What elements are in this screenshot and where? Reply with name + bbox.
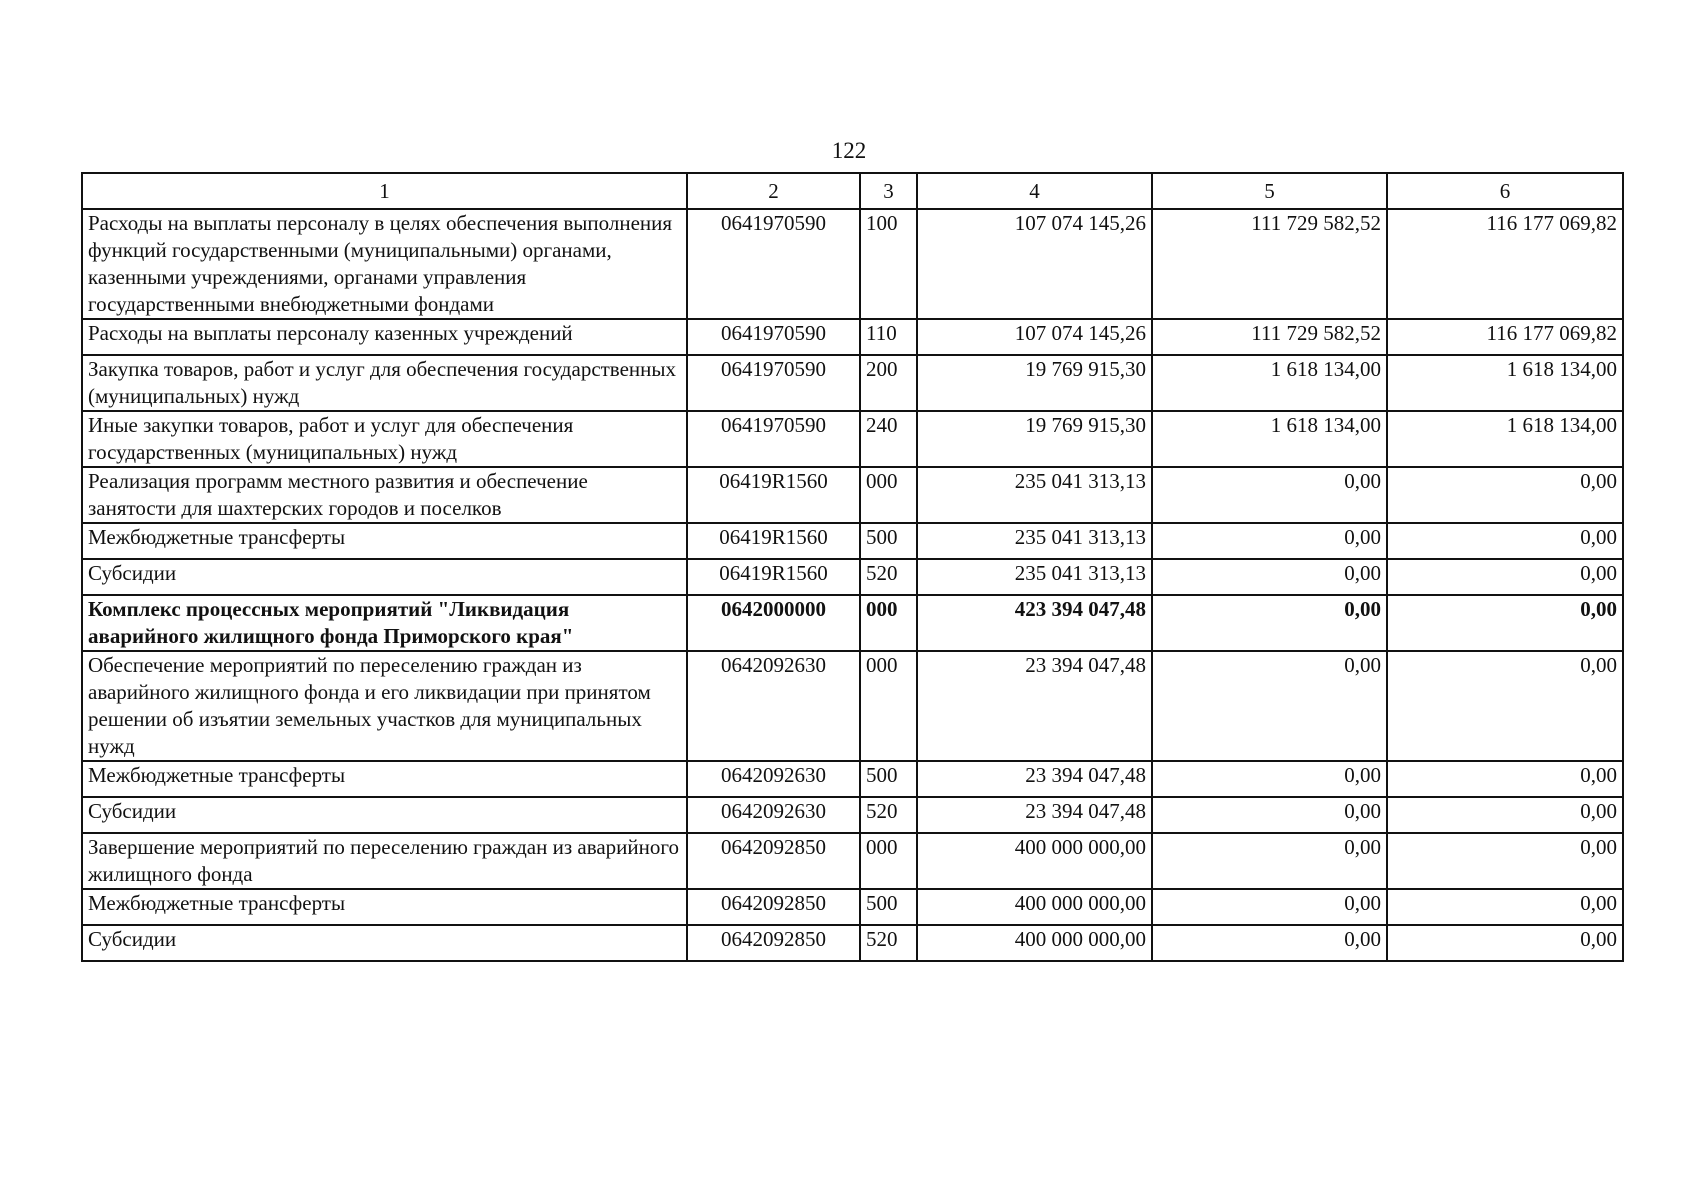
row-value-col6-cell: 0,00 (1387, 467, 1623, 523)
header-col-2: 2 (687, 173, 860, 209)
row-name-cell: Закупка товаров, работ и услуг для обеспечения государственных (муниципальных) нужд (82, 355, 687, 411)
row-code-cell: 0642092630 (687, 651, 860, 761)
row-value-col5-cell: 0,00 (1152, 833, 1387, 889)
header-col-4: 4 (917, 173, 1152, 209)
table-row (82, 797, 1623, 833)
row-value-col6-cell: 0,00 (1387, 595, 1623, 651)
row-value-col5-cell: 0,00 (1152, 797, 1387, 833)
row-value-col4-cell: 235 041 313,13 (917, 467, 1152, 523)
row-expense-type-cell: 240 (860, 411, 917, 467)
row-expense-type-cell: 500 (860, 889, 917, 925)
header-row (82, 173, 1623, 209)
table-row (82, 559, 1623, 595)
row-value-col4-cell: 23 394 047,48 (917, 797, 1152, 833)
row-expense-type-cell: 110 (860, 319, 917, 355)
row-code-cell: 0641970590 (687, 411, 860, 467)
row-expense-type-cell: 100 (860, 209, 917, 319)
row-value-col5-cell: 0,00 (1152, 889, 1387, 925)
row-value-col4-cell: 107 074 145,26 (917, 209, 1152, 319)
row-code-cell: 0642092850 (687, 889, 860, 925)
row-value-col6-cell: 0,00 (1387, 833, 1623, 889)
row-value-col6-cell: 0,00 (1387, 797, 1623, 833)
header-col-5: 5 (1152, 173, 1387, 209)
row-name-cell: Субсидии (82, 925, 687, 961)
row-expense-type-cell: 520 (860, 797, 917, 833)
table-row (82, 925, 1623, 961)
row-value-col5-cell: 0,00 (1152, 467, 1387, 523)
row-value-col4-cell: 19 769 915,30 (917, 355, 1152, 411)
row-name-cell: Расходы на выплаты персоналу казенных учреждений (82, 319, 687, 355)
row-expense-type-cell: 000 (860, 467, 917, 523)
row-expense-type-cell: 520 (860, 925, 917, 961)
page-number: 122 (831, 138, 867, 163)
row-expense-type-cell: 520 (860, 559, 917, 595)
row-value-col4-cell: 107 074 145,26 (917, 319, 1152, 355)
row-code-cell: 06419R1560 (687, 467, 860, 523)
row-code-cell: 0641970590 (687, 209, 860, 319)
row-value-col4-cell: 400 000 000,00 (917, 889, 1152, 925)
row-value-col6-cell: 0,00 (1387, 559, 1623, 595)
row-value-col4-cell: 23 394 047,48 (917, 651, 1152, 761)
row-value-col6-cell: 0,00 (1387, 889, 1623, 925)
row-value-col6-cell: 1 618 134,00 (1387, 411, 1623, 467)
row-value-col6-cell: 116 177 069,82 (1387, 209, 1623, 319)
row-value-col5-cell: 1 618 134,00 (1152, 411, 1387, 467)
row-code-cell: 06419R1560 (687, 523, 860, 559)
table-row (82, 889, 1623, 925)
row-name-cell: Межбюджетные трансферты (82, 523, 687, 559)
table-row (82, 761, 1623, 797)
row-code-cell: 0642092850 (687, 833, 860, 889)
row-name-cell: Субсидии (82, 559, 687, 595)
table-row (82, 651, 1623, 761)
table-row (82, 355, 1623, 411)
row-name-cell: Иные закупки товаров, работ и услуг для обеспечения государственных (муниципальных) нужд (82, 411, 687, 467)
row-value-col4-cell: 19 769 915,30 (917, 411, 1152, 467)
row-code-cell: 0642000000 (687, 595, 860, 651)
row-value-col5-cell: 0,00 (1152, 523, 1387, 559)
row-expense-type-cell: 000 (860, 833, 917, 889)
row-value-col6-cell: 0,00 (1387, 651, 1623, 761)
row-value-col4-cell: 400 000 000,00 (917, 925, 1152, 961)
row-name-cell: Субсидии (82, 797, 687, 833)
row-name-cell: Завершение мероприятий по переселению граждан из аварийного жилищного фонда (82, 833, 687, 889)
row-value-col4-cell: 235 041 313,13 (917, 559, 1152, 595)
row-name-cell: Расходы на выплаты персоналу в целях обеспечения выполнения функций государственными (муниципальными) органами, казенными учреждениями, органами управления государственными внебюджетными фондами (82, 209, 687, 319)
row-name-cell: Межбюджетные трансферты (82, 761, 687, 797)
row-expense-type-cell: 200 (860, 355, 917, 411)
row-value-col4-cell: 400 000 000,00 (917, 833, 1152, 889)
row-value-col6-cell: 1 618 134,00 (1387, 355, 1623, 411)
row-code-cell: 0641970590 (687, 319, 860, 355)
table-row (82, 595, 1623, 651)
table-header (82, 173, 1623, 209)
row-value-col6-cell: 0,00 (1387, 761, 1623, 797)
row-value-col5-cell: 111 729 582,52 (1152, 319, 1387, 355)
row-value-col5-cell: 0,00 (1152, 595, 1387, 651)
header-col-1: 1 (82, 173, 687, 209)
row-value-col6-cell: 116 177 069,82 (1387, 319, 1623, 355)
table-body (82, 209, 1623, 961)
row-value-col5-cell: 0,00 (1152, 925, 1387, 961)
row-value-col6-cell: 0,00 (1387, 925, 1623, 961)
table-row (82, 523, 1623, 559)
row-name-cell: Комплекс процессных мероприятий "Ликвидация аварийного жилищного фонда Приморского края" (82, 595, 687, 651)
row-expense-type-cell: 000 (860, 595, 917, 651)
row-expense-type-cell: 500 (860, 523, 917, 559)
row-code-cell: 0642092850 (687, 925, 860, 961)
table-row (82, 209, 1623, 319)
budget-table (81, 172, 1624, 962)
row-name-cell: Межбюджетные трансферты (82, 889, 687, 925)
table-row (82, 319, 1623, 355)
row-code-cell: 0641970590 (687, 355, 860, 411)
row-code-cell: 0642092630 (687, 761, 860, 797)
row-name-cell: Обеспечение мероприятий по переселению граждан из аварийного жилищного фонда и его ликвидации при принятом решении об изъятии земельных участков для муниципальных нужд (82, 651, 687, 761)
table-row (82, 833, 1623, 889)
row-name-cell: Реализация программ местного развития и обеспечение занятости для шахтерских городов и поселков (82, 467, 687, 523)
row-value-col4-cell: 23 394 047,48 (917, 761, 1152, 797)
table-row (82, 411, 1623, 467)
row-expense-type-cell: 500 (860, 761, 917, 797)
row-code-cell: 0642092630 (687, 797, 860, 833)
row-value-col4-cell: 423 394 047,48 (917, 595, 1152, 651)
row-value-col5-cell: 0,00 (1152, 761, 1387, 797)
row-value-col5-cell: 0,00 (1152, 559, 1387, 595)
row-expense-type-cell: 000 (860, 651, 917, 761)
row-value-col5-cell: 1 618 134,00 (1152, 355, 1387, 411)
row-value-col5-cell: 0,00 (1152, 651, 1387, 761)
row-value-col5-cell: 111 729 582,52 (1152, 209, 1387, 319)
header-col-6: 6 (1387, 173, 1623, 209)
row-value-col6-cell: 0,00 (1387, 523, 1623, 559)
row-code-cell: 06419R1560 (687, 559, 860, 595)
header-col-3: 3 (860, 173, 917, 209)
table-row (82, 467, 1623, 523)
row-value-col4-cell: 235 041 313,13 (917, 523, 1152, 559)
